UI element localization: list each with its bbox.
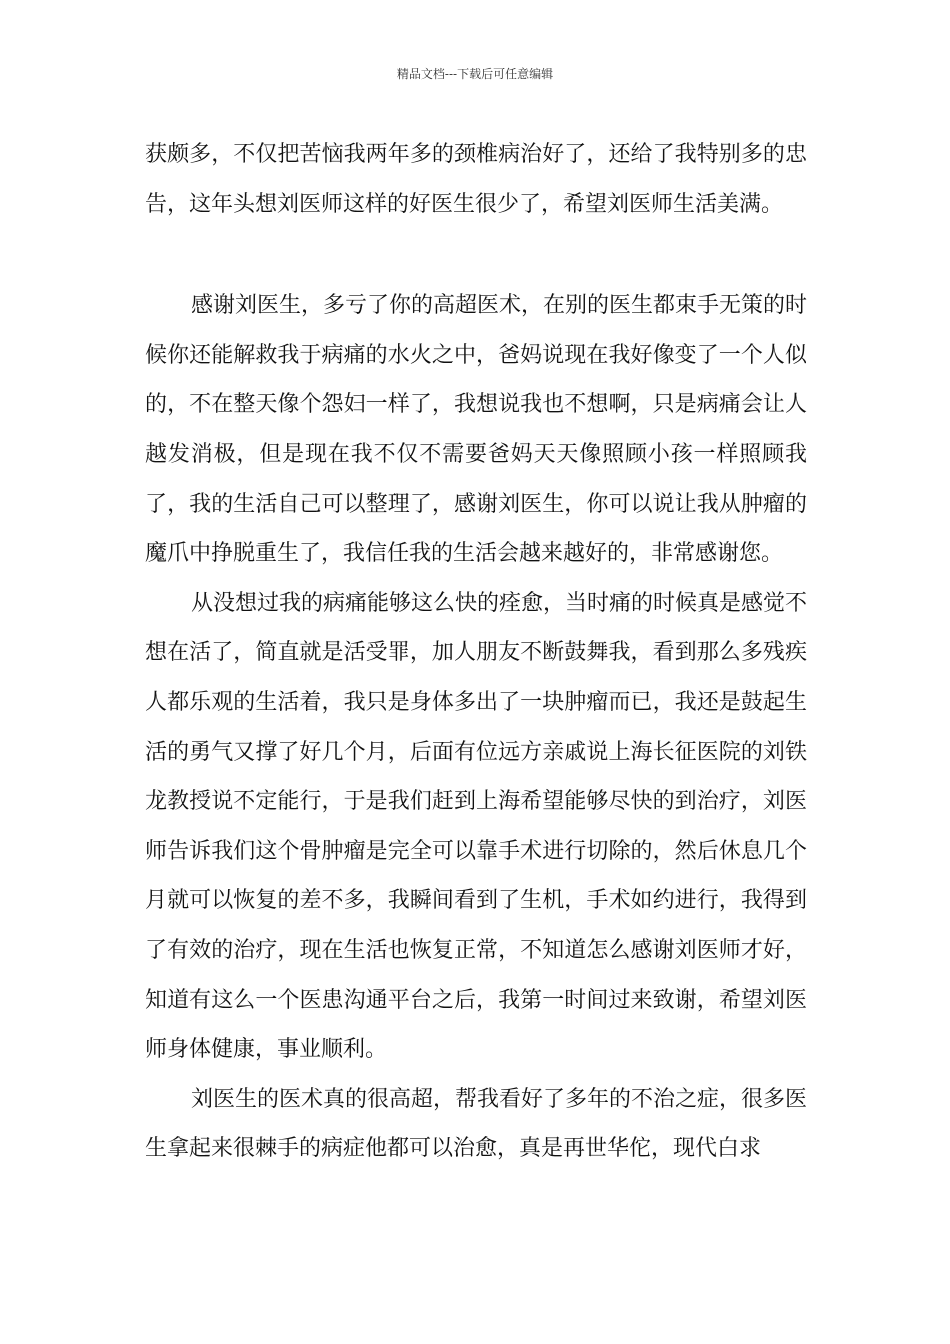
document-body — [145, 130, 807, 1174]
paragraph-thanks-3: 刘医生的医术真的很高超，帮我看好了多年的不治之症，很多医生拿起来很棘手的病症他都可以治愈，真是再世华佗，现代白求 — [145, 1086, 808, 1162]
paragraph-thanks-2: 从没想过我的病痛能够这么快的痊愈，当时痛的时候真是感觉不想在活了，简直就是活受罪，加人朋友不断鼓舞我，看到那么多残疾人都乐观的生活着，我只是身体多出了一块肿瘤而已，我还是鼓起生活的勇气又撑了好几个月，后面有位远方亲戚说上海长征医院的刘铁龙教授说不定能行，于是我们赶到上海希望能够尽快的到治疗，刘医师告诉我们这个骨肿瘤是完全可以靠手术进行切除的，然后休息几个月就可以恢复的差不多，我瞬间看到了生机，手术如约进行，我得到了有效的治疗，现在生活也恢复正常，不知道怎么感谢刘医师才好，知道有这么一个医患沟通平台之后，我第一时间过来致谢，希望刘医师身体健康，事业顺利。 — [145, 590, 808, 1063]
paragraph-continuation: 获颇多，不仅把苦恼我两年多的颈椎病治好了，还给了我特别多的忠告，这年头想刘医师这样的好医生很少了，希望刘医师生活美满。 — [145, 142, 807, 217]
paragraph-thanks-1: 感谢刘医生，多亏了你的高超医术，在别的医生都束手无策的时候你还能解救我于病痛的水火之中，爸妈说现在我好像变了一个人似的，不在整天像个怨妇一样了，我想说我也不想啊，只是病痛会让人越发消极，但是现在我不仅不需要爸妈天天像照顾小孩一样照顾我了，我的生活自己可以整理了，感谢刘医生，你可以说让我从肿瘤的魔爪中挣脱重生了，我信任我的生活会越来越好的，非常感谢您。 — [145, 293, 808, 567]
page-header: 精品文档---下载后可任意编辑 — [396, 67, 554, 81]
